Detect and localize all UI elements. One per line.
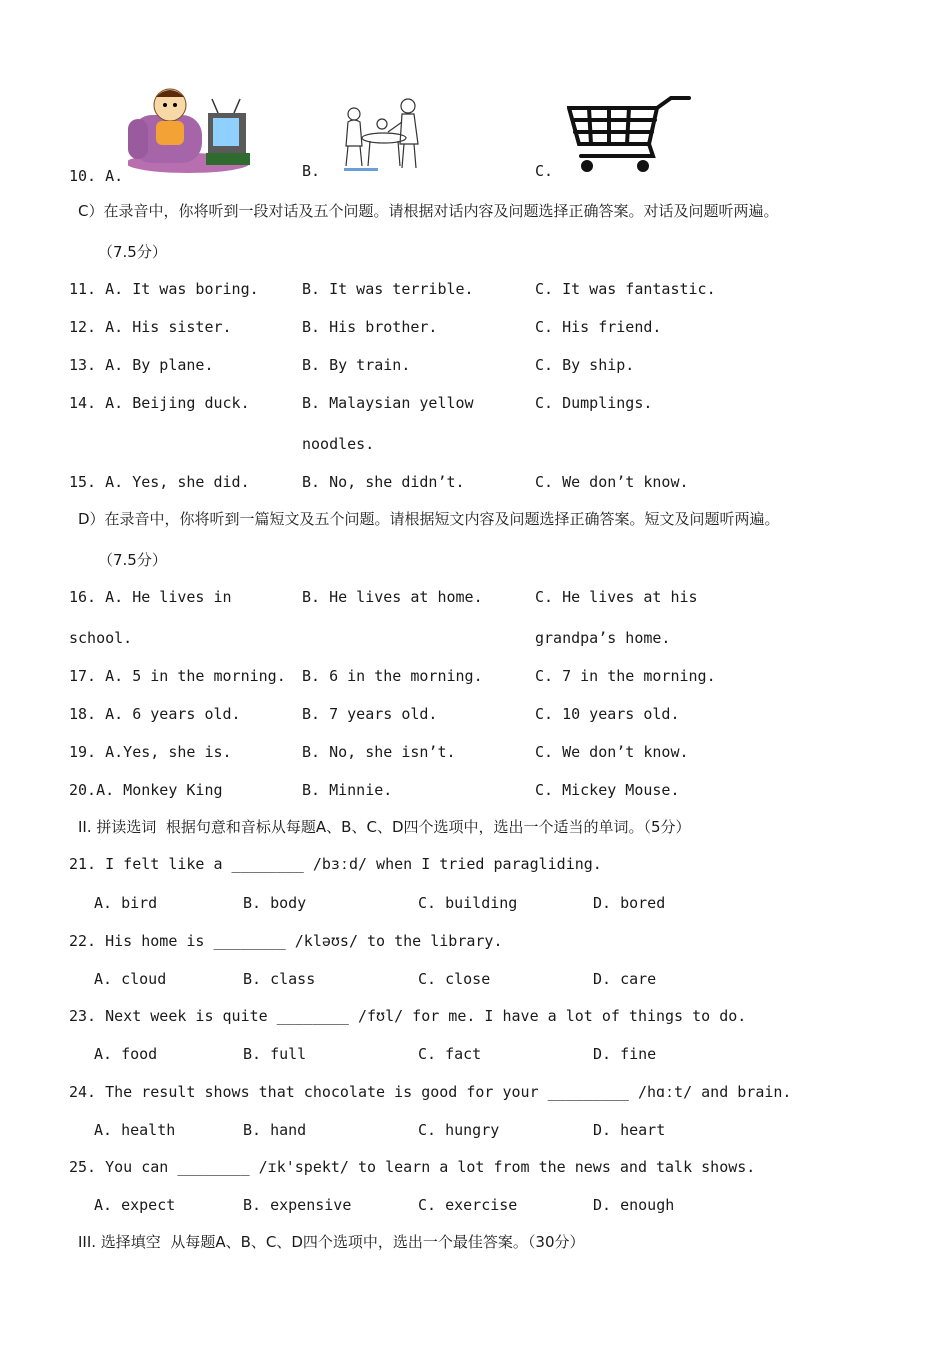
q11-option-a: 11. A. It was boring. (69, 280, 259, 298)
q16-option-c: C. He lives at his (535, 588, 698, 606)
q10-option-c: C. (535, 162, 554, 180)
q24-option-a: A. health (94, 1121, 176, 1139)
q22-option-d: D. care (593, 970, 657, 988)
section-d-instruction: D）在录音中，你将听到一篇短文及五个问题。请根据短文内容及问题选择正确答案。短文及问题听两遍。 (78, 510, 780, 528)
q25-stem: 25. You can ________ /ɪk'spekt/ to learn a lot from the news and talk shows. (69, 1158, 756, 1176)
q13-option-a: 13. A. By plane. (69, 356, 214, 374)
q25-option-d: D. enough (593, 1196, 675, 1214)
q14-option-a: 14. A. Beijing duck. (69, 394, 250, 412)
q12-option-c: C. His friend. (535, 318, 662, 336)
section-2-title: II. 拼读选词 根据句意和音标从每题A、B、C、D四个选项中，选出一个适当的单词。（5分） (78, 818, 691, 836)
q19-option-b: B. No, she isn’t. (302, 743, 456, 761)
q23-option-b: B. full (243, 1045, 307, 1063)
q14-option-b-continued: noodles. (302, 435, 375, 453)
shopping-cart-picture (567, 94, 695, 176)
q10-option-b: B. (302, 162, 321, 180)
q22-stem: 22. His home is ________ /kləʊs/ to the library. (69, 932, 503, 950)
q17-option-c: C. 7 in the morning. (535, 667, 716, 685)
q11-option-c: C. It was fantastic. (535, 280, 716, 298)
q25-option-c: C. exercise (418, 1196, 518, 1214)
section-c-points: （7.5分） (98, 243, 167, 261)
q16-option-b: B. He lives at home. (302, 588, 483, 606)
q24-option-c: C. hungry (418, 1121, 500, 1139)
q16-option-a: 16. A. He lives in (69, 588, 232, 606)
q21-option-c: C. building (418, 894, 518, 912)
tv-watching-picture (128, 85, 258, 175)
q22-option-b: B. class (243, 970, 316, 988)
q15-option-a: 15. A. Yes, she did. (69, 473, 250, 491)
q24-option-d: D. heart (593, 1121, 666, 1139)
q17-option-a: 17. A. 5 in the morning. (69, 667, 286, 685)
q23-option-c: C. fact (418, 1045, 482, 1063)
q22-option-c: C. close (418, 970, 491, 988)
q18-option-a: 18. A. 6 years old. (69, 705, 241, 723)
q24-stem: 24. The result shows that chocolate is good for your _________ /hɑːt/ and brain. (69, 1083, 792, 1101)
q23-option-a: A. food (94, 1045, 158, 1063)
q17-option-b: B. 6 in the morning. (302, 667, 483, 685)
q13-option-c: C. By ship. (535, 356, 635, 374)
q20-option-b: B. Minnie. (302, 781, 393, 799)
q21-stem: 21. I felt like a ________ /bɜːd/ when I tried paragliding. (69, 855, 602, 873)
q15-option-c: C. We don’t know. (535, 473, 689, 491)
q25-option-b: B. expensive (243, 1196, 352, 1214)
q25-option-a: A. expect (94, 1196, 176, 1214)
q16-option-a-continued: school. (69, 629, 133, 647)
section-d-points: （7.5分） (98, 551, 167, 569)
section-c-instruction: C）在录音中，你将听到一段对话及五个问题。请根据对话内容及问题选择正确答案。对话及问题听两遍。 (78, 202, 779, 220)
q14-option-c: C. Dumplings. (535, 394, 653, 412)
q10-option-a: 10. A. (69, 167, 124, 185)
q12-option-b: B. His brother. (302, 318, 438, 336)
q12-option-a: 12. A. His sister. (69, 318, 232, 336)
q21-option-b: B. body (243, 894, 307, 912)
q24-option-b: B. hand (243, 1121, 307, 1139)
q16-option-c-continued: grandpa’s home. (535, 629, 671, 647)
q23-stem: 23. Next week is quite ________ /fʊl/ for me. I have a lot of things to do. (69, 1007, 747, 1025)
q14-option-b: B. Malaysian yellow (302, 394, 474, 412)
q18-option-c: C. 10 years old. (535, 705, 680, 723)
q19-option-c: C. We don’t know. (535, 743, 689, 761)
q19-option-a: 19. A.Yes, she is. (69, 743, 232, 761)
section-3-title: III. 选择填空 从每题A、B、C、D四个选项中，选出一个最佳答案。（30分） (78, 1233, 585, 1251)
q21-option-a: A. bird (94, 894, 158, 912)
q21-option-d: D. bored (593, 894, 666, 912)
q22-option-a: A. cloud (94, 970, 167, 988)
q13-option-b: B. By train. (302, 356, 411, 374)
q11-option-b: B. It was terrible. (302, 280, 474, 298)
q20-option-a: 20.A. Monkey King (69, 781, 223, 799)
q23-option-d: D. fine (593, 1045, 657, 1063)
family-table-picture (340, 96, 438, 174)
q18-option-b: B. 7 years old. (302, 705, 438, 723)
q15-option-b: B. No, she didn’t. (302, 473, 465, 491)
q20-option-c: C. Mickey Mouse. (535, 781, 680, 799)
